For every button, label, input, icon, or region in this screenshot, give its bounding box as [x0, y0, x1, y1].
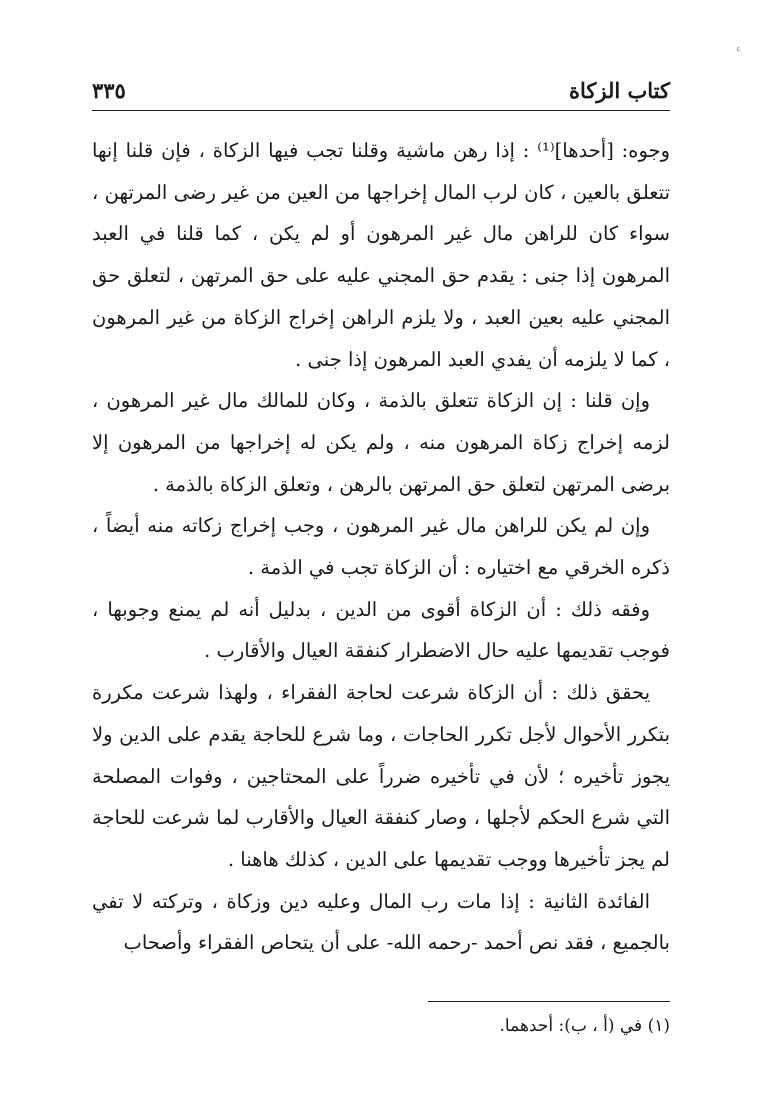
paragraph: وفقه ذلك : أن الزكاة أقوى من الدين ، بدليل أنه لم يمنع وجوبها ، فوجب تقديمها عليه حال الاضطرار كنفقة العيال والأقارب .	[92, 597, 670, 663]
main-text	[92, 130, 670, 964]
page-number: ٣٣٥	[92, 78, 126, 103]
corner-mark: ء	[736, 44, 741, 55]
footnote: (١) في (أ ، ب): أحدهما.	[499, 1016, 670, 1036]
paragraph: وإن لم يكن للراهن مال غير المرهون ، وجب إخراج زكاته منه أيضاً ، ذكره الخرقي مع اختياره : أن الزكاة تجب في الذمة .	[92, 514, 670, 580]
header-rule	[92, 110, 670, 111]
paragraph: يحقق ذلك : أن الزكاة شرعت لحاجة الفقراء ، ولهذا شرعت مكررة بتكرر الأحوال لأجل تكرر الحاجات ، وما شرع للحاجة يقدم على الدين ولا يجوز تأخيره ؛ لأن في تأخيره ضرراً على المحتاجين ، وفوات المصلحة التي شرع الحكم لأجلها ، وصار كنفقة العيال والأقارب لما شرعت للحاجة لم يجز تأخيرها ووجب تقديمها على الدين ، كذلك هاهنا .	[92, 681, 670, 871]
paragraph: وجوه: [أحدها]⁽¹⁾ : إذا رهن ماشية وقلنا تجب فيها الزكاة ، فإن قلنا إنها تتعلق بالعين ، كان لرب المال إخراجها من العين من غير رضى المرتهن ، سواء كان للراهن مال غير المرهون أو لم يكن ، كما قلنا في العبد المرهون إذا جنى : يقدم حق المجني عليه على حق المرتهن ، لتعلق حق المجني عليه بعين العبد ، ولا يلزم الراهن إخراج الزكاة من غير المرهون ، كما لا يلزمه أن يفدي العبد المرهون إذا جنى .	[92, 139, 671, 371]
paragraph: وإن قلنا : إن الزكاة تتعلق بالذمة ، وكان للمالك مال غير المرهون ، لزمه إخراج زكاة المرهون منه ، ولم يكن له إخراجها من المرهون إلا برضى المرتهن لتعلق حق المرتهن بالرهن ، وتعلق الزكاة بالذمة .	[92, 389, 670, 496]
chapter-title: كتاب الزكاة	[568, 78, 670, 103]
footnote-rule	[428, 1001, 670, 1002]
paragraph: الفائدة الثانية : إذا مات رب المال وعليه دين وزكاة ، وتركته لا تفي بالجميع ، فقد نص أحمد -رحمه الله- على أن يتحاص الفقراء وأصحاب	[92, 889, 670, 955]
running-header	[92, 76, 670, 110]
